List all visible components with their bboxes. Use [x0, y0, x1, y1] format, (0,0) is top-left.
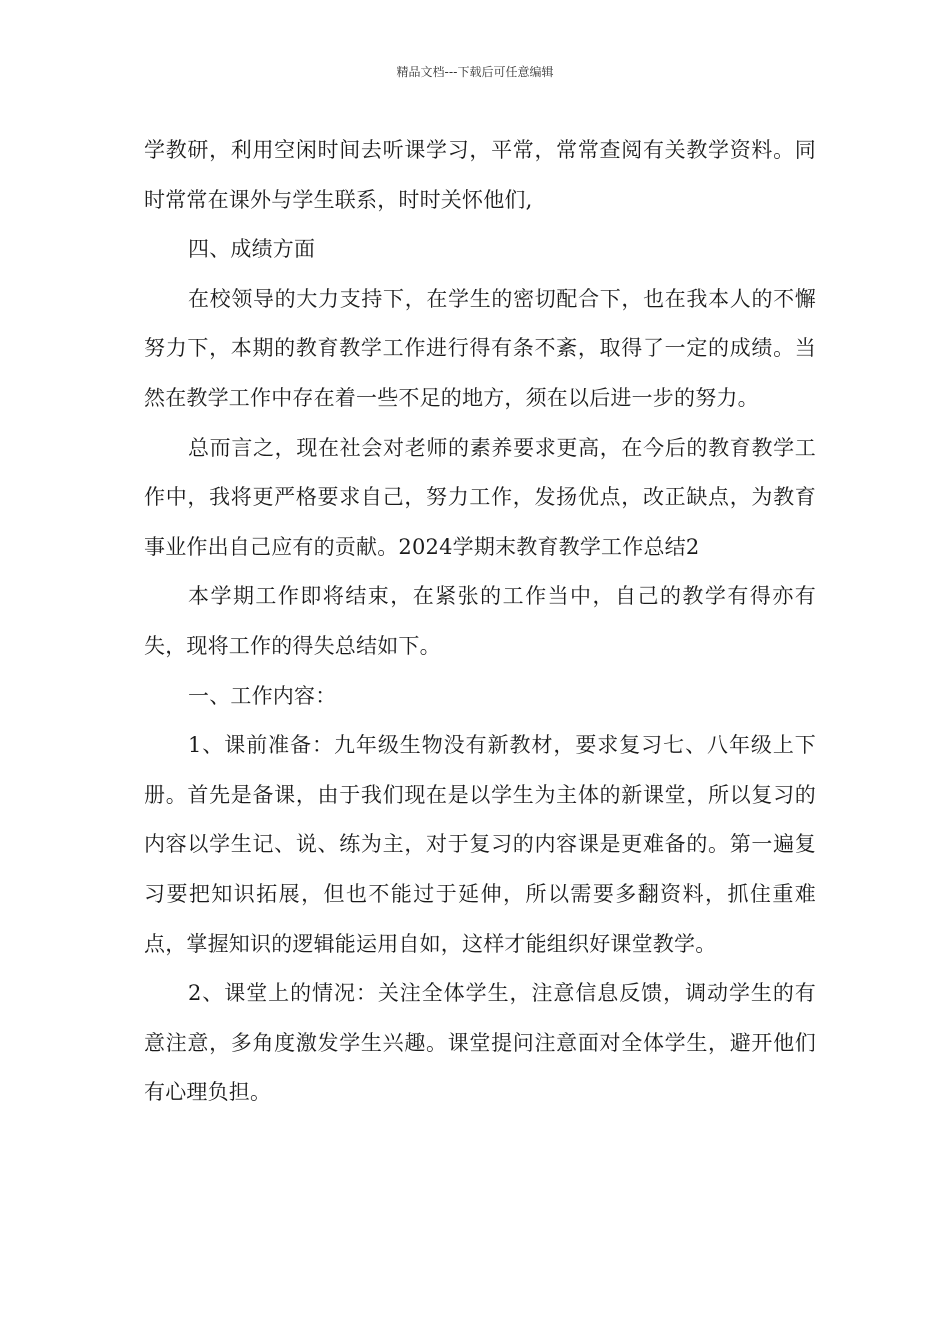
paragraph-intro: 本学期工作即将结束，在紧张的工作当中，自己的教学有得亦有失，现将工作的得失总结如下。 [144, 584, 816, 658]
paragraph-continuation: 学教研，利用空闲时间去听课学习，平常，常常查阅有关教学资料。同时常常在课外与学生联系，时时关怀他们, [144, 138, 816, 212]
paragraph-classroom: 2、课堂上的情况：关注全体学生，注意信息反馈，调动学生的有意注意，多角度激发学生兴趣。课堂提问注意面对全体学生，避开他们有心理负担。 [144, 981, 816, 1105]
section-heading-achievements: 四、成绩方面 [188, 237, 316, 262]
document-body [144, 126, 816, 1118]
page-header: 精品文档---下载后可任意编辑 [396, 65, 554, 79]
section-heading-work-content: 一、工作内容： [188, 683, 337, 708]
paragraph-achievements: 在校领导的大力支持下，在学生的密切配合下，也在我本人的不懈努力下，本期的教育教学工作进行得有条不紊，取得了一定的成绩。当然在教学工作中存在着一些不足的地方，须在以后进一步的努力。 [144, 286, 816, 410]
paragraph-conclusion: 总而言之，现在社会对老师的素养要求更高，在今后的教育教学工作中，我将更严格要求自己，努力工作，发扬优点，改正缺点，为教育事业作出自己应有的贡献。2024学期末教育教学工作总结2 [144, 435, 816, 559]
paragraph-lesson-prep: 1、课前准备：九年级生物没有新教材，要求复习七、八年级上下册。首先是备课，由于我们现在是以学生为主体的新课堂，所以复习的内容以学生记、说、练为主，对于复习的内容课是更难备的。第一遍复习要把知识拓展，但也不能过于延伸，所以需要多翻资料，抓住重难点，掌握知识的逻辑能运用自如，这样才能组织好课堂教学。 [144, 733, 816, 956]
